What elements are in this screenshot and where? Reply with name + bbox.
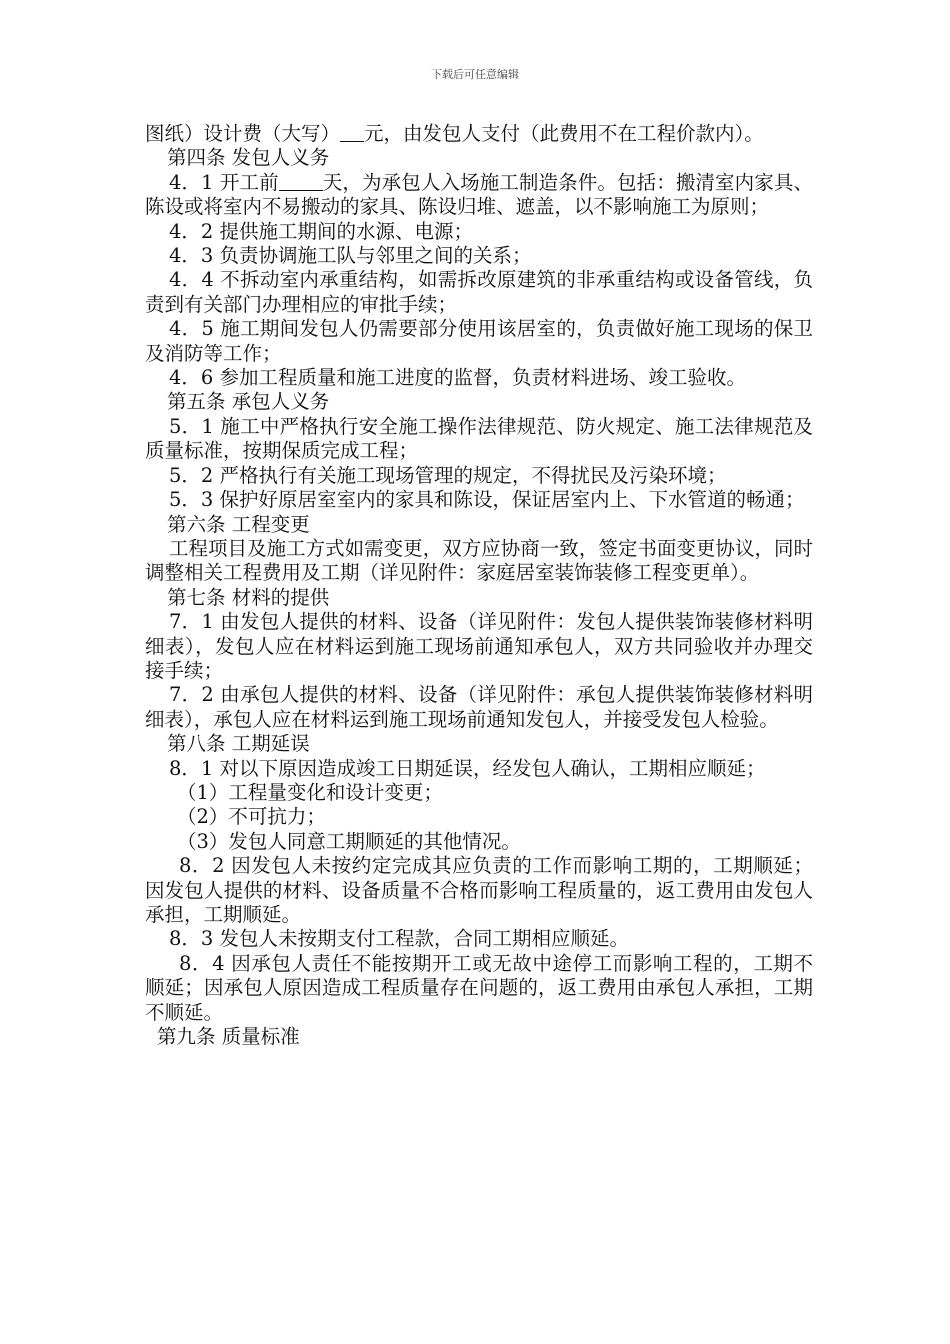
article-heading-8: 第八条 工期延误 xyxy=(167,732,310,756)
clause-8-4: 8．4 因承包人责任不能按期开工或无故中途停工而影响工程的，工期不顺延；因承包人原因造成工程质量存在问题的，返工费用由承包人承担，工期不顺延。 xyxy=(145,951,813,1024)
paragraph-change: 工程项目及施工方式如需变更，双方应协商一致，签定书面变更协议，同时调整相关工程费用及工期（详见附件：家庭居室装饰装修工程变更单）。 xyxy=(145,536,813,585)
text-segment: 天，为承包人入场施工制造条件。包括：搬清室内家具、陈设或将室内不易搬动的家具、陈设归堆、遮盖，以不影响施工为原则； xyxy=(145,170,813,219)
blank-design-fee xyxy=(340,122,364,142)
clause-5-3: 5．3 保护好原居室室内的家具和陈设，保证居室内上、下水管道的畅通； xyxy=(169,488,805,512)
paragraph-design-fee xyxy=(145,122,813,146)
clause-5-2: 5．2 严格执行有关施工现场管理的规定，不得扰民及污染环境； xyxy=(169,463,727,487)
list-item-3: （3）发包人同意工期顺延的其他情况。 xyxy=(177,829,521,853)
list-item-1: （1）工程量变化和设计变更； xyxy=(177,780,443,804)
article-heading-5: 第五条 承包人义务 xyxy=(167,390,330,414)
clause-7-2: 7．2 由承包人提供的材料、设备（详见附件：承包人提供装饰装修材料明细表），承包人应在材料运到施工现场前通知发包人，并接受发包人检验。 xyxy=(145,683,813,731)
list-item-2: （2）不可抗力； xyxy=(177,805,326,829)
blank-days xyxy=(279,171,323,191)
article-heading-7: 第七条 材料的提供 xyxy=(167,585,330,609)
clause-8-1: 8．1 对以下原因造成竣工日期延误，经发包人确认，工期相应顺延； xyxy=(169,756,766,780)
text-segment: 元，由发包人支付（此费用不在工程价款内）。 xyxy=(364,122,764,145)
clause-4-1 xyxy=(145,171,813,220)
clause-4-2: 4．2 提供施工期间的水源、电源； xyxy=(169,219,474,243)
clause-7-1: 7．1 由发包人提供的材料、设备（详见附件：发包人提供装饰装修材料明细表），发包人应在材料运到施工现场前通知承包人，双方共同验收并办理交接手续； xyxy=(145,610,813,682)
page-header: 下载后可任意编辑 xyxy=(431,68,519,81)
clause-5-1: 5．1 施工中严格执行安全施工操作法律规范、防火规定、施工法律规范及质量标准，按期保质完成工程； xyxy=(145,414,813,463)
text-segment: 图纸）设计费（大写） xyxy=(145,122,341,145)
clause-4-5: 4．5 施工期间发包人仍需要部分使用该居室的，负责做好施工现场的保卫及消防等工作； xyxy=(145,317,813,365)
clause-4-4: 4．4 不拆动室内承重结构，如需拆改原建筑的非承重结构或设备管线，负责到有关部门办理相应的审批手续； xyxy=(145,268,813,316)
clause-4-6: 4．6 参加工程质量和施工进度的监督，负责材料进场、竣工验收。 xyxy=(169,366,747,390)
text-segment: 4．1 开工前 xyxy=(169,170,279,194)
document-body xyxy=(145,122,813,1049)
clause-8-2: 8．2 因发包人未按约定完成其应负责的工作而影响工期的，工期顺延；因发包人提供的材料、设备质量不合格而影响工程质量的，返工费用由发包人承担，工期顺延。 xyxy=(145,854,813,926)
article-heading-9: 第九条 质量标准 xyxy=(157,1025,300,1049)
clause-8-3: 8．3 发包人未按期支付工程款，合同工期相应顺延。 xyxy=(169,927,630,951)
clause-4-3: 4．3 负责协调施工队与邻里之间的关系； xyxy=(169,244,532,268)
article-heading-6: 第六条 工程变更 xyxy=(167,512,310,536)
article-heading-4: 第四条 发包人义务 xyxy=(167,146,330,170)
